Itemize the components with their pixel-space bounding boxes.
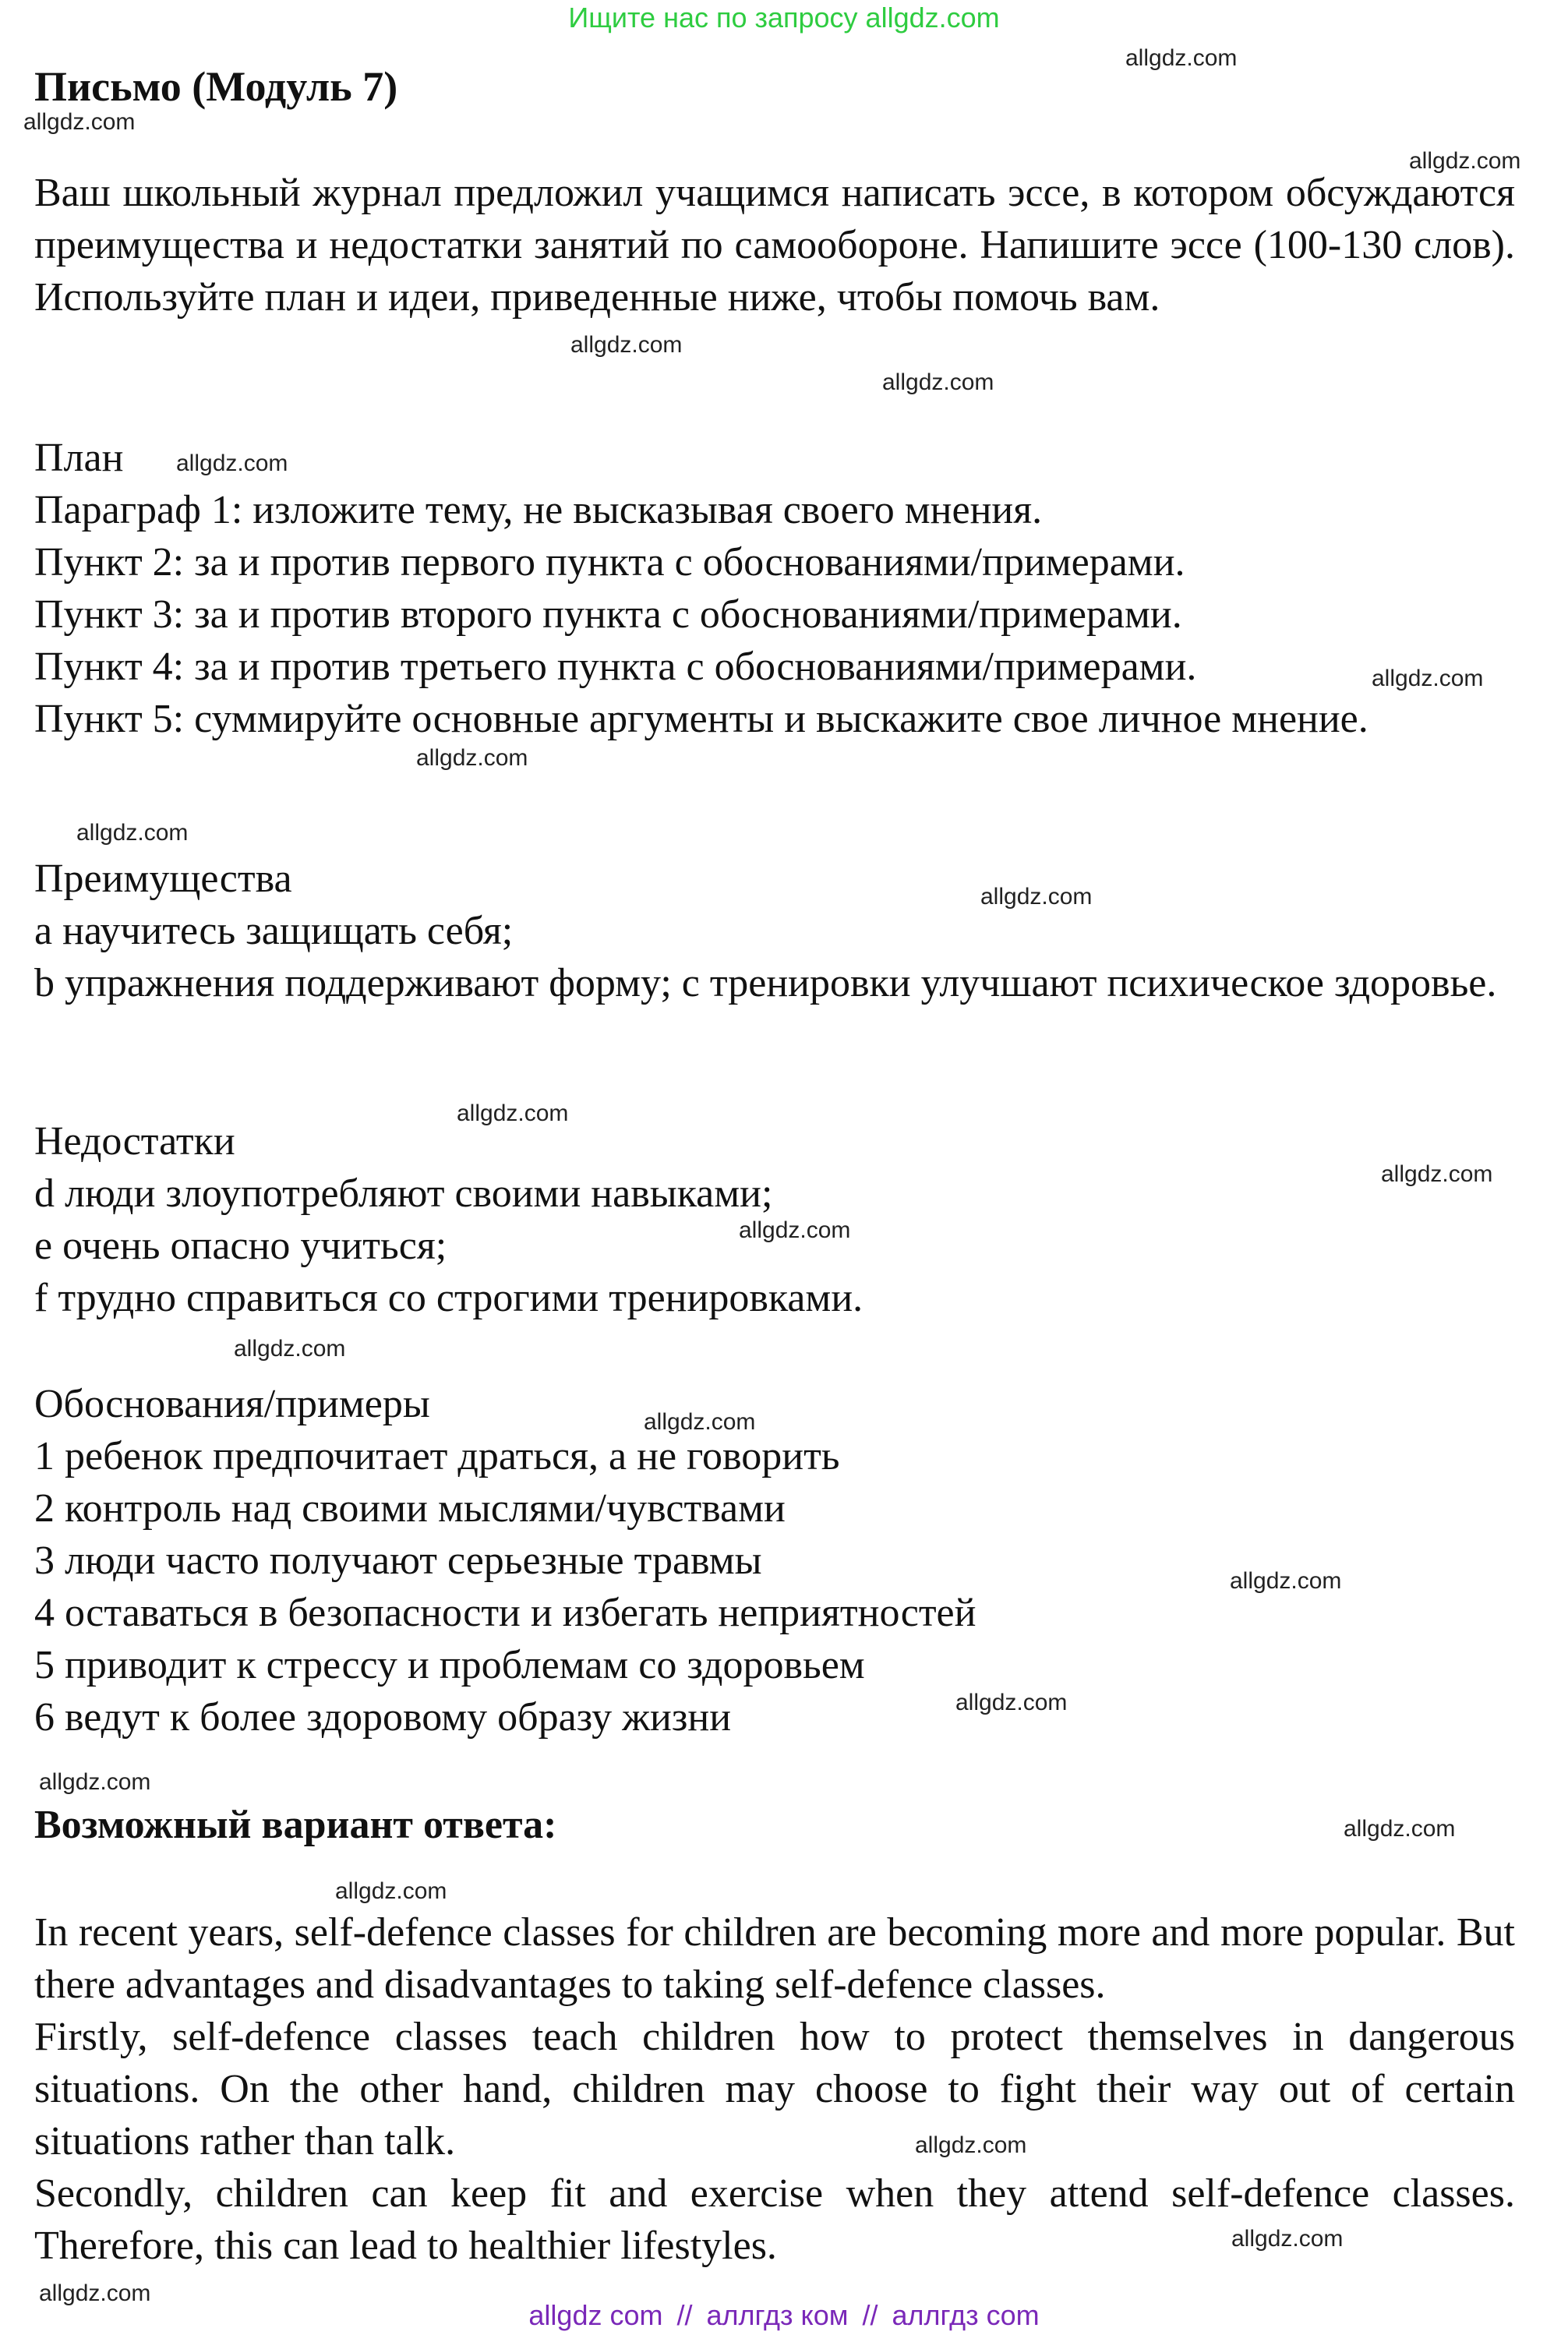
- watermark: allgdz.com: [1231, 2226, 1344, 2252]
- plan-item: Параграф 1: изложите тему, не высказывая своего мнения.: [34, 488, 1043, 532]
- answer-paragraph: Firstly, self-defence classes teach children how to protect themselves in dangerous situations. On the other hand, children may choose to fight their way out of certain situations rather than talk.: [34, 2015, 1515, 2164]
- task-text: Ваш школьный журнал предложил учащимся написать эссе, в котором обсуждаются преимущества и недостатки занятий по самообороне. Напишите эссе (100-130 слов). Используйте план и идеи, приведенные ниже, чтобы помочь вам.: [34, 171, 1515, 320]
- watermark: allgdz.com: [980, 884, 1093, 910]
- plan-item: Пункт 4: за и против третьего пункта с обоснованиями/примерами.: [34, 645, 1197, 689]
- plan-item: Пункт 5: суммируйте основные аргументы и выскажите свое личное мнение.: [34, 697, 1368, 741]
- watermark: allgdz.com: [1409, 148, 1521, 174]
- watermark: allgdz.com: [234, 1336, 346, 1362]
- watermark: allgdz.com: [1381, 1161, 1493, 1187]
- watermark: allgdz.com: [644, 1409, 756, 1435]
- watermark: allgdz.com: [416, 745, 528, 771]
- watermark: allgdz.com: [739, 1217, 851, 1243]
- watermark: allgdz.com: [1230, 1568, 1342, 1594]
- watermark: allgdz.com: [457, 1100, 569, 1126]
- plan-item: Пункт 2: за и против первого пункта с обоснованиями/примерами.: [34, 540, 1185, 585]
- answer-heading: Возможный вариант ответа:: [34, 1803, 557, 1847]
- banner-separator: //: [862, 2299, 878, 2331]
- plan-heading: План: [34, 436, 124, 480]
- watermark: allgdz.com: [882, 369, 994, 395]
- reasons-heading: Обоснования/примеры: [34, 1382, 430, 1426]
- plan-item: Пункт 3: за и против второго пункта с обоснованиями/примерами.: [34, 592, 1182, 637]
- watermark: allgdz.com: [1125, 45, 1238, 71]
- reason-item: 5 приводит к стрессу и проблемам со здоровьем: [34, 1643, 865, 1687]
- watermark: allgdz.com: [176, 450, 288, 476]
- bottom-banner: [0, 2298, 1568, 2333]
- reason-item: 2 контроль над своими мыслями/чувствами: [34, 1486, 786, 1531]
- banner-separator: //: [676, 2299, 693, 2331]
- advantage-item: b упражнения поддерживают форму; c тренировки улучшают психическое здоровье.: [34, 961, 1497, 1005]
- watermark: allgdz.com: [39, 1769, 151, 1795]
- reason-item: 3 люди часто получают серьезные травмы: [34, 1538, 762, 1583]
- banner-link[interactable]: аллгдз ком: [706, 2299, 849, 2331]
- advantage-item: a научитесь защищать себя;: [34, 909, 514, 953]
- watermark: allgdz.com: [915, 2132, 1027, 2158]
- disadvantage-item: f трудно справиться со строгими тренировками.: [34, 1276, 863, 1320]
- banner-link[interactable]: аллгдз com: [892, 2299, 1040, 2331]
- watermark: allgdz.com: [955, 1690, 1068, 1715]
- disadvantage-item: e очень опасно учиться;: [34, 1224, 447, 1268]
- disadvantage-item: d люди злоупотребляют своими навыками;: [34, 1171, 773, 1216]
- answer-paragraph: Secondly, children can keep fit and exercise when they attend self-defence classes. Therefore, this can lead to healthier lifestyles.: [34, 2171, 1515, 2268]
- reason-item: 6 ведут к более здоровому образу жизни: [34, 1695, 732, 1740]
- watermark: allgdz.com: [39, 2280, 151, 2306]
- advantages-heading: Преимущества: [34, 857, 292, 901]
- watermark: allgdz.com: [570, 332, 683, 358]
- reason-item: 4 оставаться в безопасности и избегать неприятностей: [34, 1591, 976, 1635]
- watermark: allgdz.com: [23, 109, 136, 135]
- watermark: allgdz.com: [1344, 1816, 1456, 1842]
- watermark: allgdz.com: [1372, 666, 1484, 691]
- answer-paragraph: In recent years, self-defence classes for children are becoming more and more popular. But there advantages and disadvantages to taking self-defence classes.: [34, 1910, 1515, 2007]
- top-banner: Ищите нас по запросу allgdz.com: [568, 2, 1000, 34]
- reason-item: 1 ребенок предпочитает драться, а не говорить: [34, 1434, 840, 1478]
- banner-link[interactable]: allgdz com: [528, 2299, 663, 2331]
- page-title: Письмо (Модуль 7): [34, 63, 398, 110]
- watermark: allgdz.com: [76, 820, 189, 846]
- disadvantages-heading: Недостатки: [34, 1119, 235, 1164]
- watermark: allgdz.com: [335, 1878, 447, 1904]
